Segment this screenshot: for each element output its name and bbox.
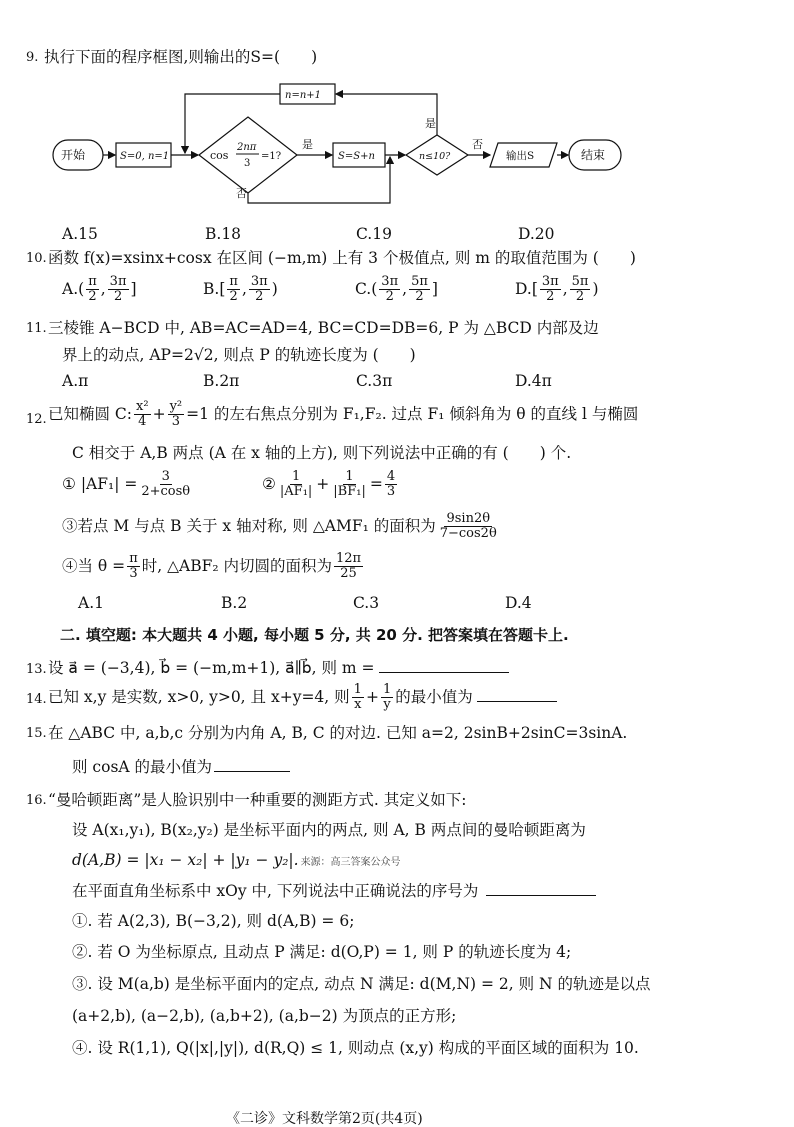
q16-line1: “曼哈顿距离”是人脸识别中一种重要的测距方式. 其定义如下:: [48, 791, 467, 809]
cond2-label: n≤10?: [419, 151, 451, 162]
q16-number: 16.: [26, 793, 47, 808]
q9-number: 9.: [26, 50, 39, 65]
q13-answer-blank[interactable]: [379, 672, 509, 673]
q12-line2: C 相交于 A,B 两点 (A 在 x 轴的上方), 则下列说法中正确的有 ( ) 个.: [72, 444, 572, 462]
q10-option-a: A.( $\frac{\pi}{2}$ , $\frac{3\pi}{2}$ ]: [62, 274, 137, 305]
cond1-frac-den: 3: [244, 158, 251, 169]
end-label: 结束: [581, 148, 606, 162]
q9-option-a: A.15: [62, 225, 98, 243]
q16-line4: 在平面直角坐标系中 xOy 中, 下列说法中正确说法的序号为: [72, 884, 596, 900]
q13-text: 设 a⃗ = (−3,4), b⃗ = (−m,m+1), a⃗∥b⃗, 则 m =: [48, 661, 509, 677]
q11-line2: 界上的动点, AP=2√2, 则点 P 的轨迹长度为 ( ): [62, 346, 416, 364]
q12-option-b: B.2: [221, 594, 248, 612]
q16-item-2: ②. 若 O 为坐标原点, 且动点 P 满足: d(O,P) = 1, 则 P 的轨迹长度为 4;: [72, 943, 572, 961]
q16-line2: 设 A(x₁,y₁), B(x₂,y₂) 是坐标平面内的两点, 则 A, B 两点间的曼哈顿距离为: [72, 821, 586, 839]
q9-option-c: C.19: [356, 225, 392, 243]
q15-line2: 则 cosA 的最小值为: [72, 760, 290, 776]
output-label: 输出S: [506, 150, 535, 162]
increment-label: n=n+1: [285, 90, 322, 101]
yes1-label: 是: [302, 138, 313, 151]
cond1-cos: cos: [210, 149, 229, 162]
q10-number: 10.: [26, 251, 47, 266]
page-footer: 《二诊》文科数学第2页(共4页): [226, 1111, 423, 1127]
q10-stem: 函数 f(x)=xsinx+cosx 在区间 (−m,m) 上有 3 个极值点, 则 m 的取值范围为 ( ): [48, 249, 636, 267]
start-label: 开始: [61, 148, 86, 162]
q16-item-4: ④. 设 R(1,1), Q(|x|,|y|), d(R,Q) ≤ 1, 则动点 (x,y) 构成的平面区域的面积为 10.: [72, 1039, 639, 1057]
q12-statement-3: ③若点 M 与点 B 关于 x 轴对称, 则 △AMF₁ 的面积为 $\frac{9\sin 2\theta}{7-\cos 2\theta}$: [62, 511, 497, 542]
q12-statement-2: ② $\frac{1}{\text{|AF₁|}}$ + $\frac{1}{\text{|BF₁|}}$ = $\frac{4}{3}$: [262, 469, 396, 500]
no2-label: 否: [472, 138, 483, 151]
cond1-eq: =1?: [261, 151, 282, 162]
q11-option-a: A.π: [62, 372, 89, 390]
q10-option-b: B.[ $\frac{\pi}{2}$ , $\frac{3\pi}{2}$ ): [203, 274, 278, 305]
q16-line3: d(A,B) = |x₁ − x₂| + |y₁ − y₂|. 来源：高三答案公众号: [72, 851, 401, 869]
q11-option-c: C.3π: [356, 372, 393, 390]
section-heading-fill-in: 二. 填空题: 本大题共 4 小题, 每小题 5 分, 共 20 分. 把答案填在答题卡上.: [60, 626, 569, 644]
yes2-label: 是: [425, 117, 436, 130]
q12-statement-4: ④当 θ = $\frac{\pi}{3}$ 时, △ABF₂ 内切圆的面积为 $\frac{12\pi}{25}$: [62, 551, 362, 582]
q9-option-b: B.18: [205, 225, 242, 243]
q10-option-d: D.[ $\frac{3\pi}{2}$ , $\frac{5\pi}{2}$ ): [515, 274, 599, 305]
q14-answer-blank[interactable]: [477, 701, 557, 702]
q15-answer-blank[interactable]: [214, 771, 290, 772]
q15-line1: 在 △ABC 中, a,b,c 分别为内角 A, B, C 的对边. 已知 a=2, 2sinB+2sinC=3sinA.: [48, 724, 628, 742]
q11-line1: 三棱锥 A−BCD 中, AB=AC=AD=4, BC=CD=DB=6, P 为 △BCD 内部及边: [48, 319, 599, 337]
q16-item-3b: (a+2,b), (a−2,b), (a,b+2), (a,b−2) 为顶点的正方形;: [72, 1007, 457, 1025]
q16-answer-blank[interactable]: [486, 895, 596, 896]
q9-stem: 执行下面的程序框图,则输出的S=( ): [44, 48, 318, 66]
cond1-frac-num: 2nπ: [237, 142, 257, 153]
no1-label: 否: [236, 187, 247, 200]
q12-statement-1: ① |AF₁| = $\frac{3}{2+\cos\theta}$: [62, 469, 191, 500]
q10-option-c: C.( $\frac{3\pi}{2}$ , $\frac{5\pi}{2}$ ]: [355, 274, 438, 305]
q11-option-b: B.2π: [203, 372, 240, 390]
init-label: S=0, n=1: [120, 151, 170, 162]
q12-option-d: D.4: [505, 594, 532, 612]
q14-text: 已知 x,y 是实数, x>0, y>0, 且 x+y=4, 则 $\frac{1}{x}$ + $\frac{1}{y}$ 的最小值为: [48, 683, 557, 713]
q12-option-c: C.3: [353, 594, 380, 612]
q14-number: 14.: [26, 692, 47, 707]
update-s-label: S=S+n: [338, 151, 375, 162]
q12-line1: 已知椭圆 C: $\frac{\text{x²}}{4}$ + $\frac{\text{y²}}{3}$ =1 的左右焦点分别为 F₁,F₂. 过点 F₁ 倾斜角为 θ 的直线 l 与椭圆: [48, 399, 639, 430]
flowchart: [40, 80, 640, 215]
q12-option-a: A.1: [78, 594, 104, 612]
q11-number: 11.: [26, 321, 47, 336]
q16-item-1: ①. 若 A(2,3), B(−3,2), 则 d(A,B) = 6;: [72, 912, 355, 930]
q12-number: 12.: [26, 412, 47, 427]
q16-item-3a: ③. 设 M(a,b) 是坐标平面内的定点, 动点 N 满足: d(M,N) = 2, 则 N 的轨迹是以点: [72, 975, 651, 993]
q11-option-d: D.4π: [515, 372, 552, 390]
q9-option-d: D.20: [518, 225, 555, 243]
source-watermark: 来源：高三答案公众号: [300, 857, 401, 868]
q13-number: 13.: [26, 662, 47, 677]
q15-number: 15.: [26, 726, 47, 741]
